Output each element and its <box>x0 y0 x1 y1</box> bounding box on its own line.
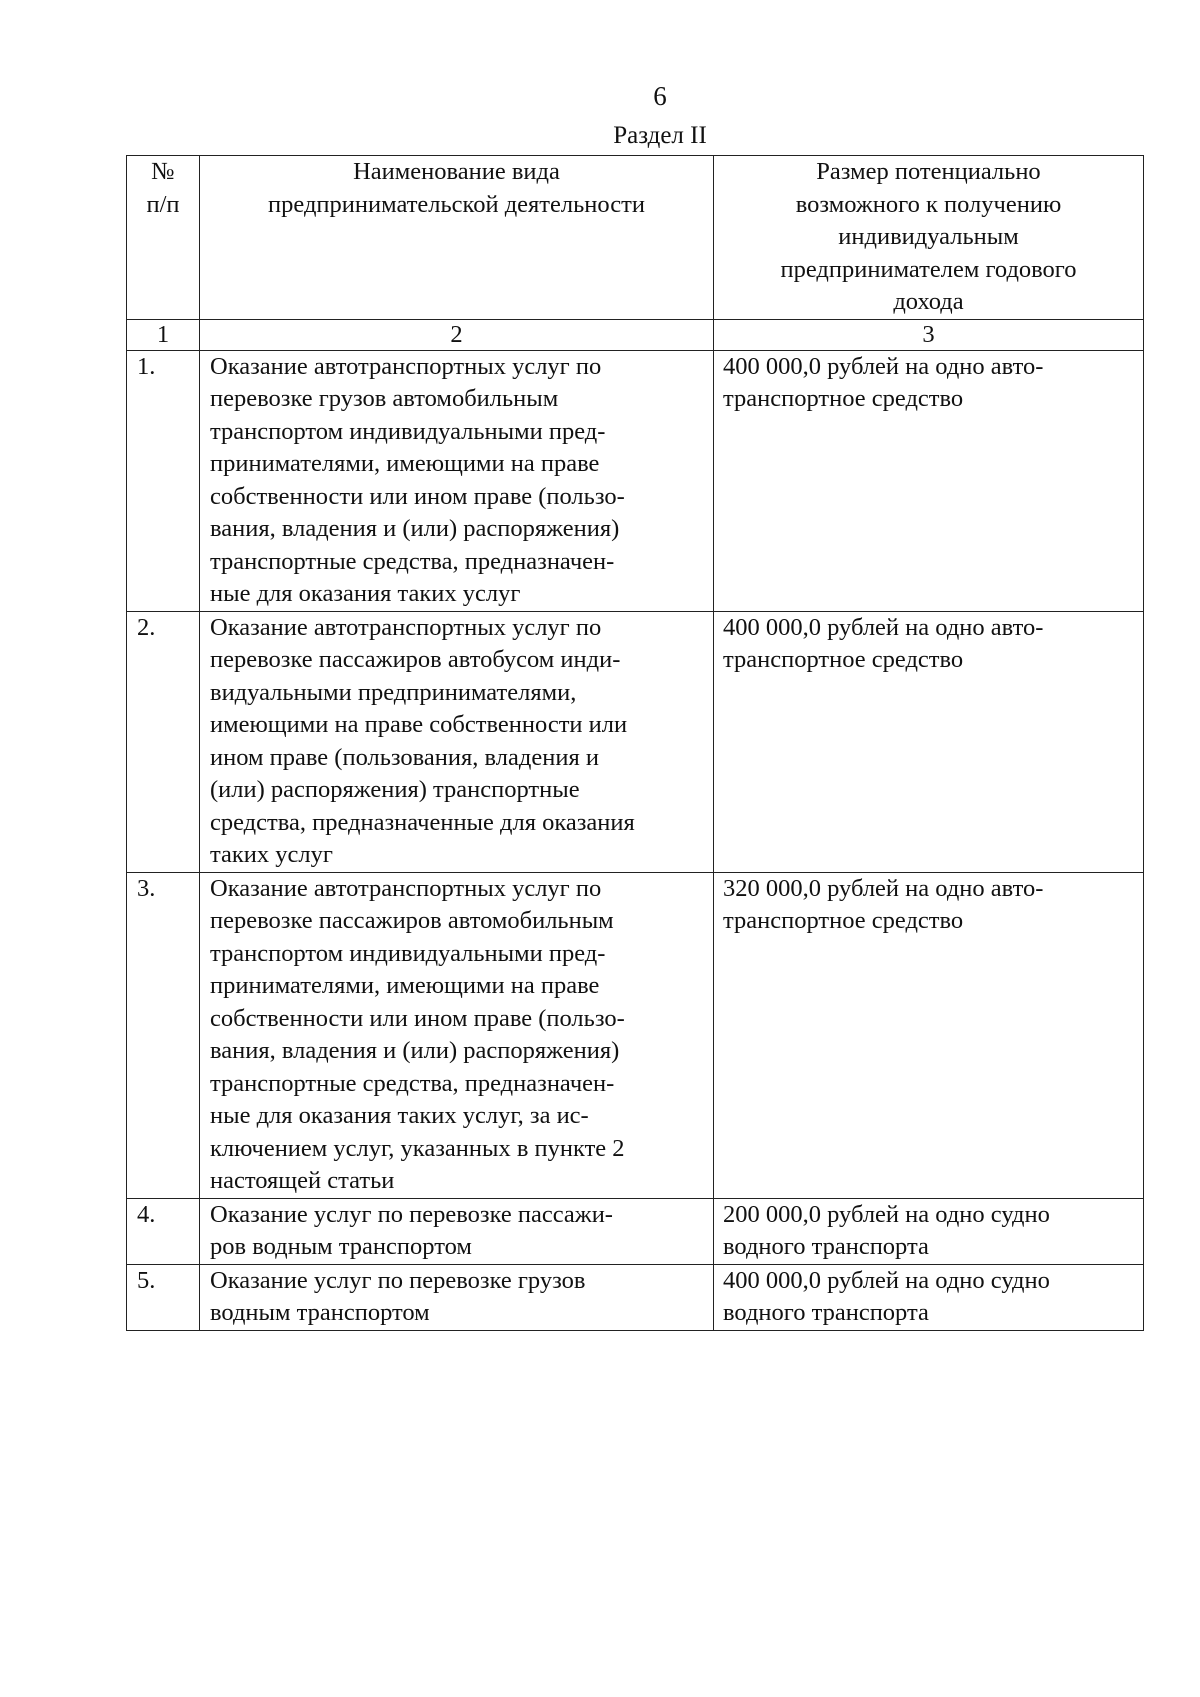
table-row <box>127 1198 1144 1264</box>
row-number: 1. <box>127 350 200 611</box>
header-num-line: п/п <box>146 190 180 218</box>
table-row <box>127 872 1144 1198</box>
row-number: 5. <box>127 1264 200 1330</box>
table-row <box>127 611 1144 872</box>
header-income-line: предпринимателем годового <box>780 255 1077 283</box>
income-table <box>126 155 1144 1331</box>
text-line: имеющими на праве собственности или <box>210 711 628 738</box>
text-line: видуальными предпринимателями, <box>210 678 577 706</box>
text-line: водного транспорта <box>723 1233 929 1260</box>
text-line: 400 000,0 рублей на одно авто- <box>723 613 1044 641</box>
column-index: 2 <box>200 319 714 350</box>
text-line: собственности или ином праве (пользо- <box>210 482 625 510</box>
text-line: 400 000,0 рублей на одно судно <box>723 1266 1050 1294</box>
column-index: 1 <box>127 319 200 350</box>
income-cell <box>714 611 1144 872</box>
column-index: 3 <box>714 319 1144 350</box>
text-line: водного транспорта <box>723 1299 929 1326</box>
text-line: транспортное средство <box>723 907 964 934</box>
page-number: 6 <box>653 81 667 111</box>
text-line: вания, владения и (или) распоряжения) <box>210 515 620 542</box>
text-line: транспортное средство <box>723 385 964 412</box>
header-activity-name <box>200 156 714 320</box>
text-line: ином праве (пользования, владения и <box>210 743 599 771</box>
text-line: вания, владения и (или) распоряжения) <box>210 1037 620 1064</box>
text-line: транспортные средства, предназначен- <box>210 547 615 575</box>
activity-name-cell <box>200 872 714 1198</box>
activity-name-cell <box>200 1198 714 1264</box>
text-line: средства, предназначенные для оказания <box>210 808 635 836</box>
header-income-line: дохода <box>893 288 964 315</box>
income-cell <box>714 350 1144 611</box>
activity-name-cell <box>200 350 714 611</box>
text-line: транспортом индивидуальными пред- <box>210 939 606 967</box>
header-income-line: индивидуальным <box>838 223 1019 250</box>
text-line: 200 000,0 рублей на одно судно <box>723 1200 1050 1228</box>
row-number: 4. <box>127 1198 200 1264</box>
activity-name-cell <box>200 1264 714 1330</box>
header-num-line: № <box>151 158 175 185</box>
text-line: собственности или ином праве (пользо- <box>210 1004 625 1032</box>
text-line: ключением услуг, указанных в пункте 2 <box>210 1134 625 1162</box>
text-line: транспортные средства, предназначен- <box>210 1069 615 1097</box>
text-line: Оказание услуг по перевозке пассажи- <box>210 1200 613 1228</box>
text-line: Оказание автотранспортных услуг по <box>210 352 602 380</box>
header-income-line: возможного к получению <box>795 190 1062 218</box>
text-line: водным транспортом <box>210 1299 430 1326</box>
income-cell <box>714 1198 1144 1264</box>
row-number: 2. <box>127 611 200 872</box>
table-row <box>127 1264 1144 1330</box>
text-line: ров водным транспортом <box>210 1233 472 1260</box>
activity-name-cell <box>200 611 714 872</box>
table-row <box>127 350 1144 611</box>
text-line: принимателями, имеющими на праве <box>210 450 600 477</box>
income-cell <box>714 1264 1144 1330</box>
header-income-line: Размер потенциально <box>816 158 1041 185</box>
section-title: Раздел II <box>613 122 707 149</box>
text-line: перевозке пассажиров автобусом инди- <box>210 646 621 673</box>
text-line: перевозке грузов автомобильным <box>210 385 559 412</box>
text-line: транспортом индивидуальными пред- <box>210 417 606 445</box>
text-line: (или) распоряжения) транспортные <box>210 776 580 803</box>
text-line: 320 000,0 рублей на одно авто- <box>723 874 1044 902</box>
text-line: транспортное средство <box>723 646 964 673</box>
text-line: Оказание автотранспортных услуг по <box>210 613 602 641</box>
text-line: перевозке пассажиров автомобильным <box>210 907 614 934</box>
text-line: Оказание автотранспортных услуг по <box>210 874 602 902</box>
text-line: настоящей статьи <box>210 1167 395 1194</box>
header-name-line: Наименование вида <box>353 158 560 185</box>
header-num <box>127 156 200 320</box>
table-header-row <box>127 156 1144 320</box>
text-line: Оказание услуг по перевозке грузов <box>210 1266 586 1294</box>
text-line: принимателями, имеющими на праве <box>210 972 600 999</box>
text-line: 400 000,0 рублей на одно авто- <box>723 352 1044 380</box>
header-income <box>714 156 1144 320</box>
text-line: ные для оказания таких услуг <box>210 580 521 607</box>
text-line: ные для оказания таких услуг, за ис- <box>210 1102 589 1129</box>
row-number: 3. <box>127 872 200 1198</box>
column-index-row <box>127 319 1144 350</box>
income-cell <box>714 872 1144 1198</box>
text-line: таких услуг <box>210 841 333 868</box>
header-name-line: предпринимательской деятельности <box>268 190 645 218</box>
